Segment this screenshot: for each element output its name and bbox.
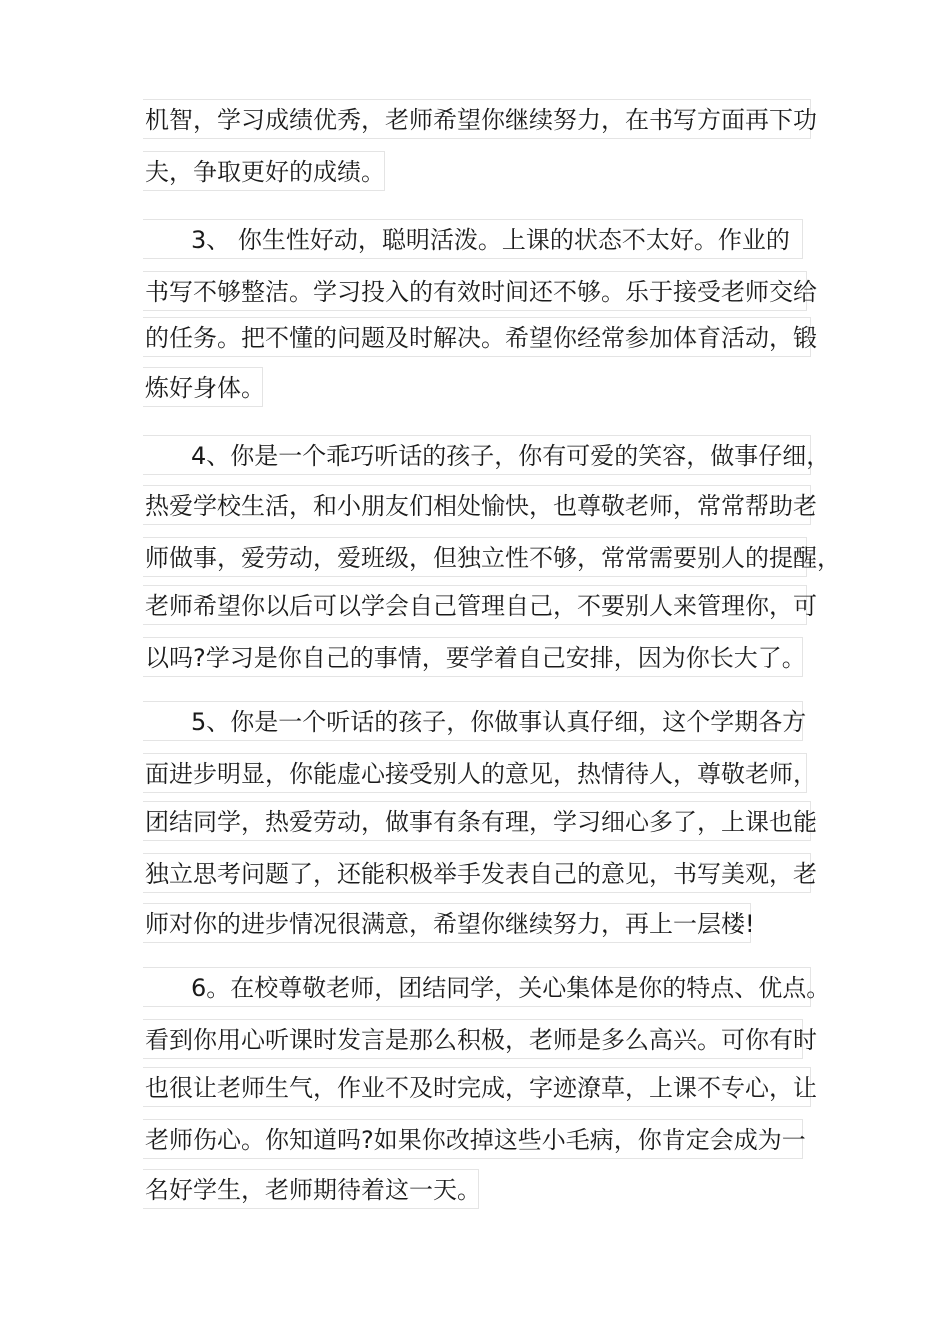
text-line: 炼好身体。 bbox=[143, 367, 263, 407]
text-line: 师对你的进步情况很满意，希望你继续努力，再上一层楼! bbox=[143, 903, 751, 943]
text-line: 老师伤心。你知道吗?如果你改掉这些小毛病，你肯定会成为一 bbox=[143, 1119, 803, 1159]
text-line: 以吗?学习是你自己的事情，要学着自己安排，因为你长大了。 bbox=[143, 637, 803, 677]
text-line: 也很让老师生气，作业不及时完成，字迹潦草，上课不专心，让 bbox=[143, 1067, 811, 1107]
text-line: 夫，争取更好的成绩。 bbox=[143, 151, 385, 191]
text-line: 热爱学校生活，和小朋友们相处愉快，也尊敬老师，常常帮助老 bbox=[143, 485, 811, 525]
text-line: 面进步明显，你能虚心接受别人的意见，热情待人，尊敬老师， bbox=[143, 753, 807, 793]
paragraph-6-first-line: 6。在校尊敬老师，团结同学，关心集体是你的特点、优点。 bbox=[143, 967, 811, 1007]
paragraph-3-first-line: 3、 你生性好动，聪明活泼。上课的状态不太好。作业的 bbox=[143, 219, 803, 259]
paragraph-4-first-line: 4、你是一个乖巧听话的孩子，你有可爱的笑容，做事仔细， bbox=[143, 435, 811, 475]
text-line: 书写不够整洁。学习投入的有效时间还不够。乐于接受老师交给 bbox=[143, 271, 807, 311]
text-line: 老师希望你以后可以学会自己管理自己，不要别人来管理你，可 bbox=[143, 585, 807, 625]
text-line: 名好学生，老师期待着这一天。 bbox=[143, 1169, 479, 1209]
text-line: 团结同学，热爱劳动，做事有条有理，学习细心多了，上课也能 bbox=[143, 801, 811, 841]
text-line: 师做事，爱劳动，爱班级，但独立性不够，常常需要别人的提醒， bbox=[143, 537, 807, 577]
paragraph-5-first-line: 5、你是一个听话的孩子，你做事认真仔细，这个学期各方 bbox=[143, 701, 803, 741]
text-line: 的任务。把不懂的问题及时解决。希望你经常参加体育活动，锻 bbox=[143, 317, 811, 357]
text-line: 独立思考问题了，还能积极举手发表自己的意见，书写美观，老 bbox=[143, 853, 811, 893]
text-line: 看到你用心听课时发言是那么积极，老师是多么高兴。可你有时 bbox=[143, 1019, 803, 1059]
text-line: 机智，学习成绩优秀，老师希望你继续努力，在书写方面再下功 bbox=[143, 99, 811, 139]
